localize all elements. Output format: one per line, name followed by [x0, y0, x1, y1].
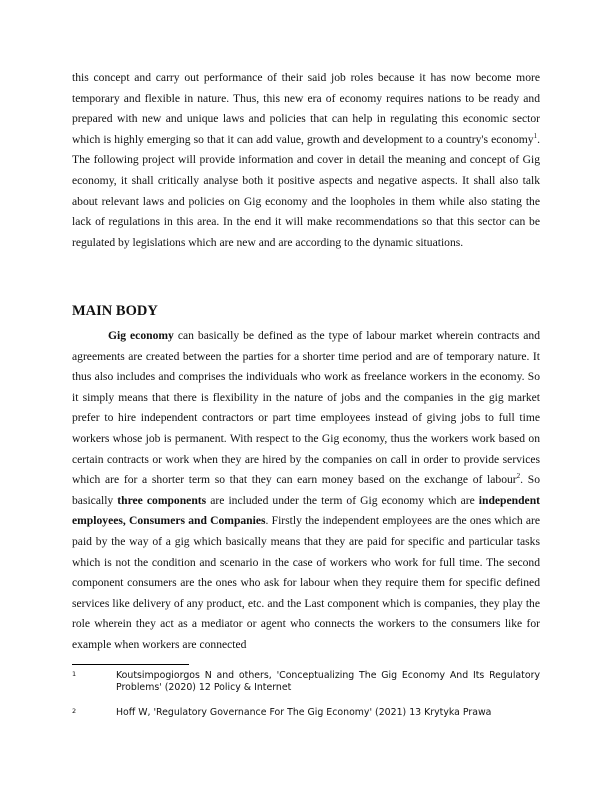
footnote-separator	[72, 664, 189, 665]
footnote-number: 2	[72, 707, 77, 715]
main-body-paragraph	[72, 326, 540, 656]
footnote-text: Koutsimpogiorgos N and others, 'Conceptualizing The Gig Economy And Its Regulatory Problems' (2020) 12 Policy & Internet	[116, 670, 540, 694]
bold-components-list: independent employees, Consumers and Companies	[72, 493, 541, 528]
footnote-number: 1	[72, 670, 77, 678]
main-text-1: can basically be defined as the type of labour market wherein contracts and agreements are created between the parties for a shorter time period and are of temporary nature. It thus also includes and comprises the individuals who work as freelance workers in the economy. So it simply means that there is flexibility in the nature of jobs and the companies in the gig market prefer to hire independent contractors or part time employees instead of giving jobs to full time workers whose job is permanent. With respect to the Gig economy, thus the workers work based on certain contracts or work when they are hired by the companies on call in order to provide services which are for a shorter term so that they can earn money based on the exchange of labour	[72, 329, 540, 487]
bold-three-components: three components	[117, 493, 207, 507]
main-text-2: . So basically	[72, 473, 540, 507]
main-text-3: are included under the term of Gig economy which are	[206, 493, 479, 507]
footnote-ref-2[interactable]: 2	[516, 472, 521, 481]
term-gig-economy: Gig economy	[108, 329, 174, 342]
intro-text-2: . The following project will provide information and cover in detail the meaning and concept of Gig economy, it shall critically analyse both it positive aspects and negative aspects. It shall also talk about relevant laws and policies on Gig economy and the loopholes in them while also stating the lack of regulations in this area. In the end it will make recommendations so that this sector can be regulated by legislations which are new and are according to the dynamic situations.	[72, 132, 540, 249]
section-heading: MAIN BODY	[72, 303, 158, 319]
footnote-2	[72, 707, 540, 719]
footnote-ref-1[interactable]: 1	[533, 131, 538, 140]
intro-paragraph	[72, 68, 540, 253]
footnote-text: Hoff W, 'Regulatory Governance For The Gig Economy' (2021) 13 Krytyka Prawa	[116, 707, 492, 718]
main-text-4: . Firstly the independent employees are the ones which are paid by the way of a gig which basically means that they are paid for specific and particular tasks which is not the condition and scenario in the case of workers who work for full time. The second component consumers are the ones who ask for labour when they require them for specific defined services like delivery of any product, etc. and the Last component which is companies, they play the role wherein they act as a mediator or agent who connects the workers to the consumers like for example when workers are connected	[72, 514, 540, 651]
footnote-1	[72, 670, 540, 695]
intro-text-1: this concept and carry out performance of their said job roles because it has now become more temporary and flexible in nature. Thus, this new era of economy requires nations to be ready and prepared with new and unique laws and policies that can help in regulating this economic sector which is highly emerging so that it can add value, growth and development to a country's economy	[72, 71, 540, 146]
